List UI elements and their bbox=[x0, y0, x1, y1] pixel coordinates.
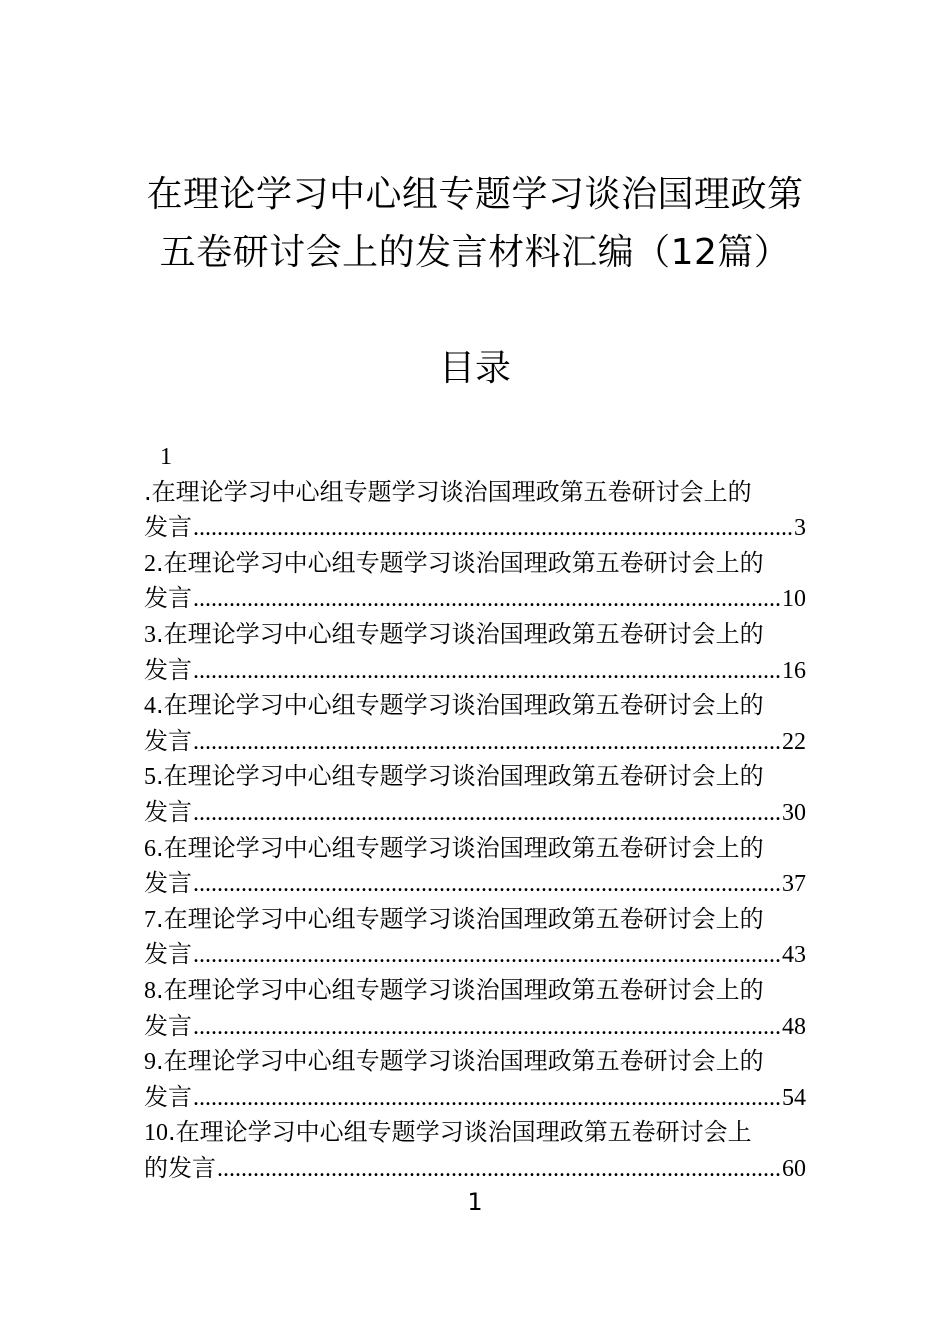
toc-entry-page-number: 54 bbox=[782, 1084, 806, 1111]
toc-entry[interactable] bbox=[144, 1115, 806, 1186]
toc-heading: 目录 bbox=[438, 348, 511, 389]
toc-entry[interactable] bbox=[144, 475, 806, 546]
toc-entry-list bbox=[144, 475, 806, 1187]
toc-entry-second-line bbox=[144, 510, 806, 546]
toc-entry-page-number: 3 bbox=[794, 515, 806, 542]
toc-entry-title-continuation: 发言 bbox=[144, 1011, 192, 1040]
toc-dot-leader bbox=[193, 511, 793, 546]
toc-entry-title-continuation: 发言 bbox=[144, 584, 192, 613]
toc-entry[interactable] bbox=[144, 759, 806, 830]
toc-entry-page-number: 48 bbox=[782, 1013, 806, 1040]
toc-entry-second-line bbox=[144, 581, 806, 617]
toc-entry-title bbox=[144, 1044, 806, 1080]
toc-entry-second-line bbox=[144, 1009, 806, 1045]
toc-entry[interactable] bbox=[144, 902, 806, 973]
toc-entry-text: .在理论学习中心组专题学习谈治国理政第五卷研讨会上的 bbox=[156, 904, 764, 933]
toc-entry-second-line bbox=[144, 724, 806, 760]
toc-entry-page-number: 43 bbox=[782, 942, 806, 969]
toc-dot-leader bbox=[193, 654, 781, 689]
page-number: 1 bbox=[467, 1188, 483, 1216]
document-title bbox=[110, 166, 840, 282]
toc-entry-text: .在理论学习中心组专题学习谈治国理政第五卷研讨会上的 bbox=[156, 833, 764, 862]
toc-entry-number: 4 bbox=[144, 693, 156, 720]
toc-entry-title-continuation: 发言 bbox=[144, 513, 192, 542]
toc-entry[interactable] bbox=[144, 831, 806, 902]
toc-entry-title-continuation: 的发言 bbox=[144, 1153, 216, 1182]
toc-entry-title bbox=[144, 902, 806, 938]
toc-entry-page-number: 30 bbox=[782, 799, 806, 826]
table-of-contents bbox=[144, 440, 806, 1186]
toc-entry-title-continuation: 发言 bbox=[144, 940, 192, 969]
toc-entry-title bbox=[144, 831, 806, 867]
toc-entry-page-number: 16 bbox=[782, 657, 806, 684]
toc-entry-text: .在理论学习中心组专题学习谈治国理政第五卷研讨会上的 bbox=[156, 619, 764, 648]
toc-entry-number: 8 bbox=[144, 977, 156, 1004]
toc-dot-leader bbox=[193, 582, 781, 617]
toc-entry-text: .在理论学习中心组专题学习谈治国理政第五卷研讨会上的 bbox=[144, 477, 752, 506]
toc-entry-title bbox=[144, 475, 806, 511]
toc-entry-title-continuation: 发言 bbox=[144, 655, 192, 684]
toc-dot-leader bbox=[193, 1010, 781, 1045]
toc-entry-number: 2 bbox=[144, 550, 156, 577]
toc-entry-title-continuation: 发言 bbox=[144, 1082, 192, 1111]
toc-entry-second-line bbox=[144, 795, 806, 831]
toc-dot-leader bbox=[193, 938, 781, 973]
toc-entry-number: 6 bbox=[144, 835, 156, 862]
toc-entry-title bbox=[144, 759, 806, 795]
toc-entry-number: 7 bbox=[144, 906, 156, 933]
title-line-2: 五卷研讨会上的发言材料汇编（12篇） bbox=[159, 232, 791, 273]
toc-entry-title bbox=[144, 617, 806, 653]
toc-entry-title bbox=[144, 688, 806, 724]
toc-entry-number: 5 bbox=[144, 764, 156, 791]
toc-entry[interactable] bbox=[144, 688, 806, 759]
toc-entry-text: .在理论学习中心组专题学习谈治国理政第五卷研讨会上的 bbox=[156, 762, 764, 791]
toc-dot-leader bbox=[193, 867, 781, 902]
toc-entry-number: 9 bbox=[144, 1049, 156, 1076]
toc-entry-title bbox=[144, 1115, 806, 1151]
title-line-1: 在理论学习中心组专题学习谈治国理政第 bbox=[146, 174, 804, 215]
toc-entry-text: .在理论学习中心组专题学习谈治国理政第五卷研讨会上的 bbox=[156, 548, 764, 577]
toc-entry[interactable] bbox=[144, 1044, 806, 1115]
toc-entry-number: 10 bbox=[144, 1120, 168, 1147]
toc-entry-second-line bbox=[144, 653, 806, 689]
toc-dot-leader bbox=[193, 725, 781, 760]
toc-entry[interactable] bbox=[144, 546, 806, 617]
toc-entry[interactable] bbox=[144, 973, 806, 1044]
toc-entry-number: 3 bbox=[144, 621, 156, 648]
toc-entry-text: .在理论学习中心组专题学习谈治国理政第五卷研讨会上的 bbox=[156, 975, 764, 1004]
toc-entry[interactable] bbox=[144, 617, 806, 688]
toc-entry-title-continuation: 发言 bbox=[144, 797, 192, 826]
toc-leading-number: 1 bbox=[160, 444, 172, 470]
toc-entry-title-continuation: 发言 bbox=[144, 726, 192, 755]
toc-entry-title-continuation: 发言 bbox=[144, 869, 192, 898]
toc-dot-leader bbox=[193, 1081, 781, 1116]
toc-entry-title bbox=[144, 973, 806, 1009]
toc-entry-text: .在理论学习中心组专题学习谈治国理政第五卷研讨会上的 bbox=[156, 1047, 764, 1076]
toc-entry-page-number: 22 bbox=[782, 728, 806, 755]
toc-entry-second-line bbox=[144, 937, 806, 973]
toc-entry-page-number: 60 bbox=[782, 1155, 806, 1182]
toc-dot-leader bbox=[193, 796, 781, 831]
toc-entry-title bbox=[144, 546, 806, 582]
toc-entry-page-number: 37 bbox=[782, 871, 806, 898]
toc-entry-text: .在理论学习中心组专题学习谈治国理政第五卷研讨会上的 bbox=[156, 691, 764, 720]
toc-entry-text: .在理论学习中心组专题学习谈治国理政第五卷研讨会上 bbox=[168, 1118, 752, 1147]
toc-entry-page-number: 10 bbox=[782, 586, 806, 613]
toc-entry-second-line bbox=[144, 1080, 806, 1116]
toc-entry-second-line bbox=[144, 866, 806, 902]
